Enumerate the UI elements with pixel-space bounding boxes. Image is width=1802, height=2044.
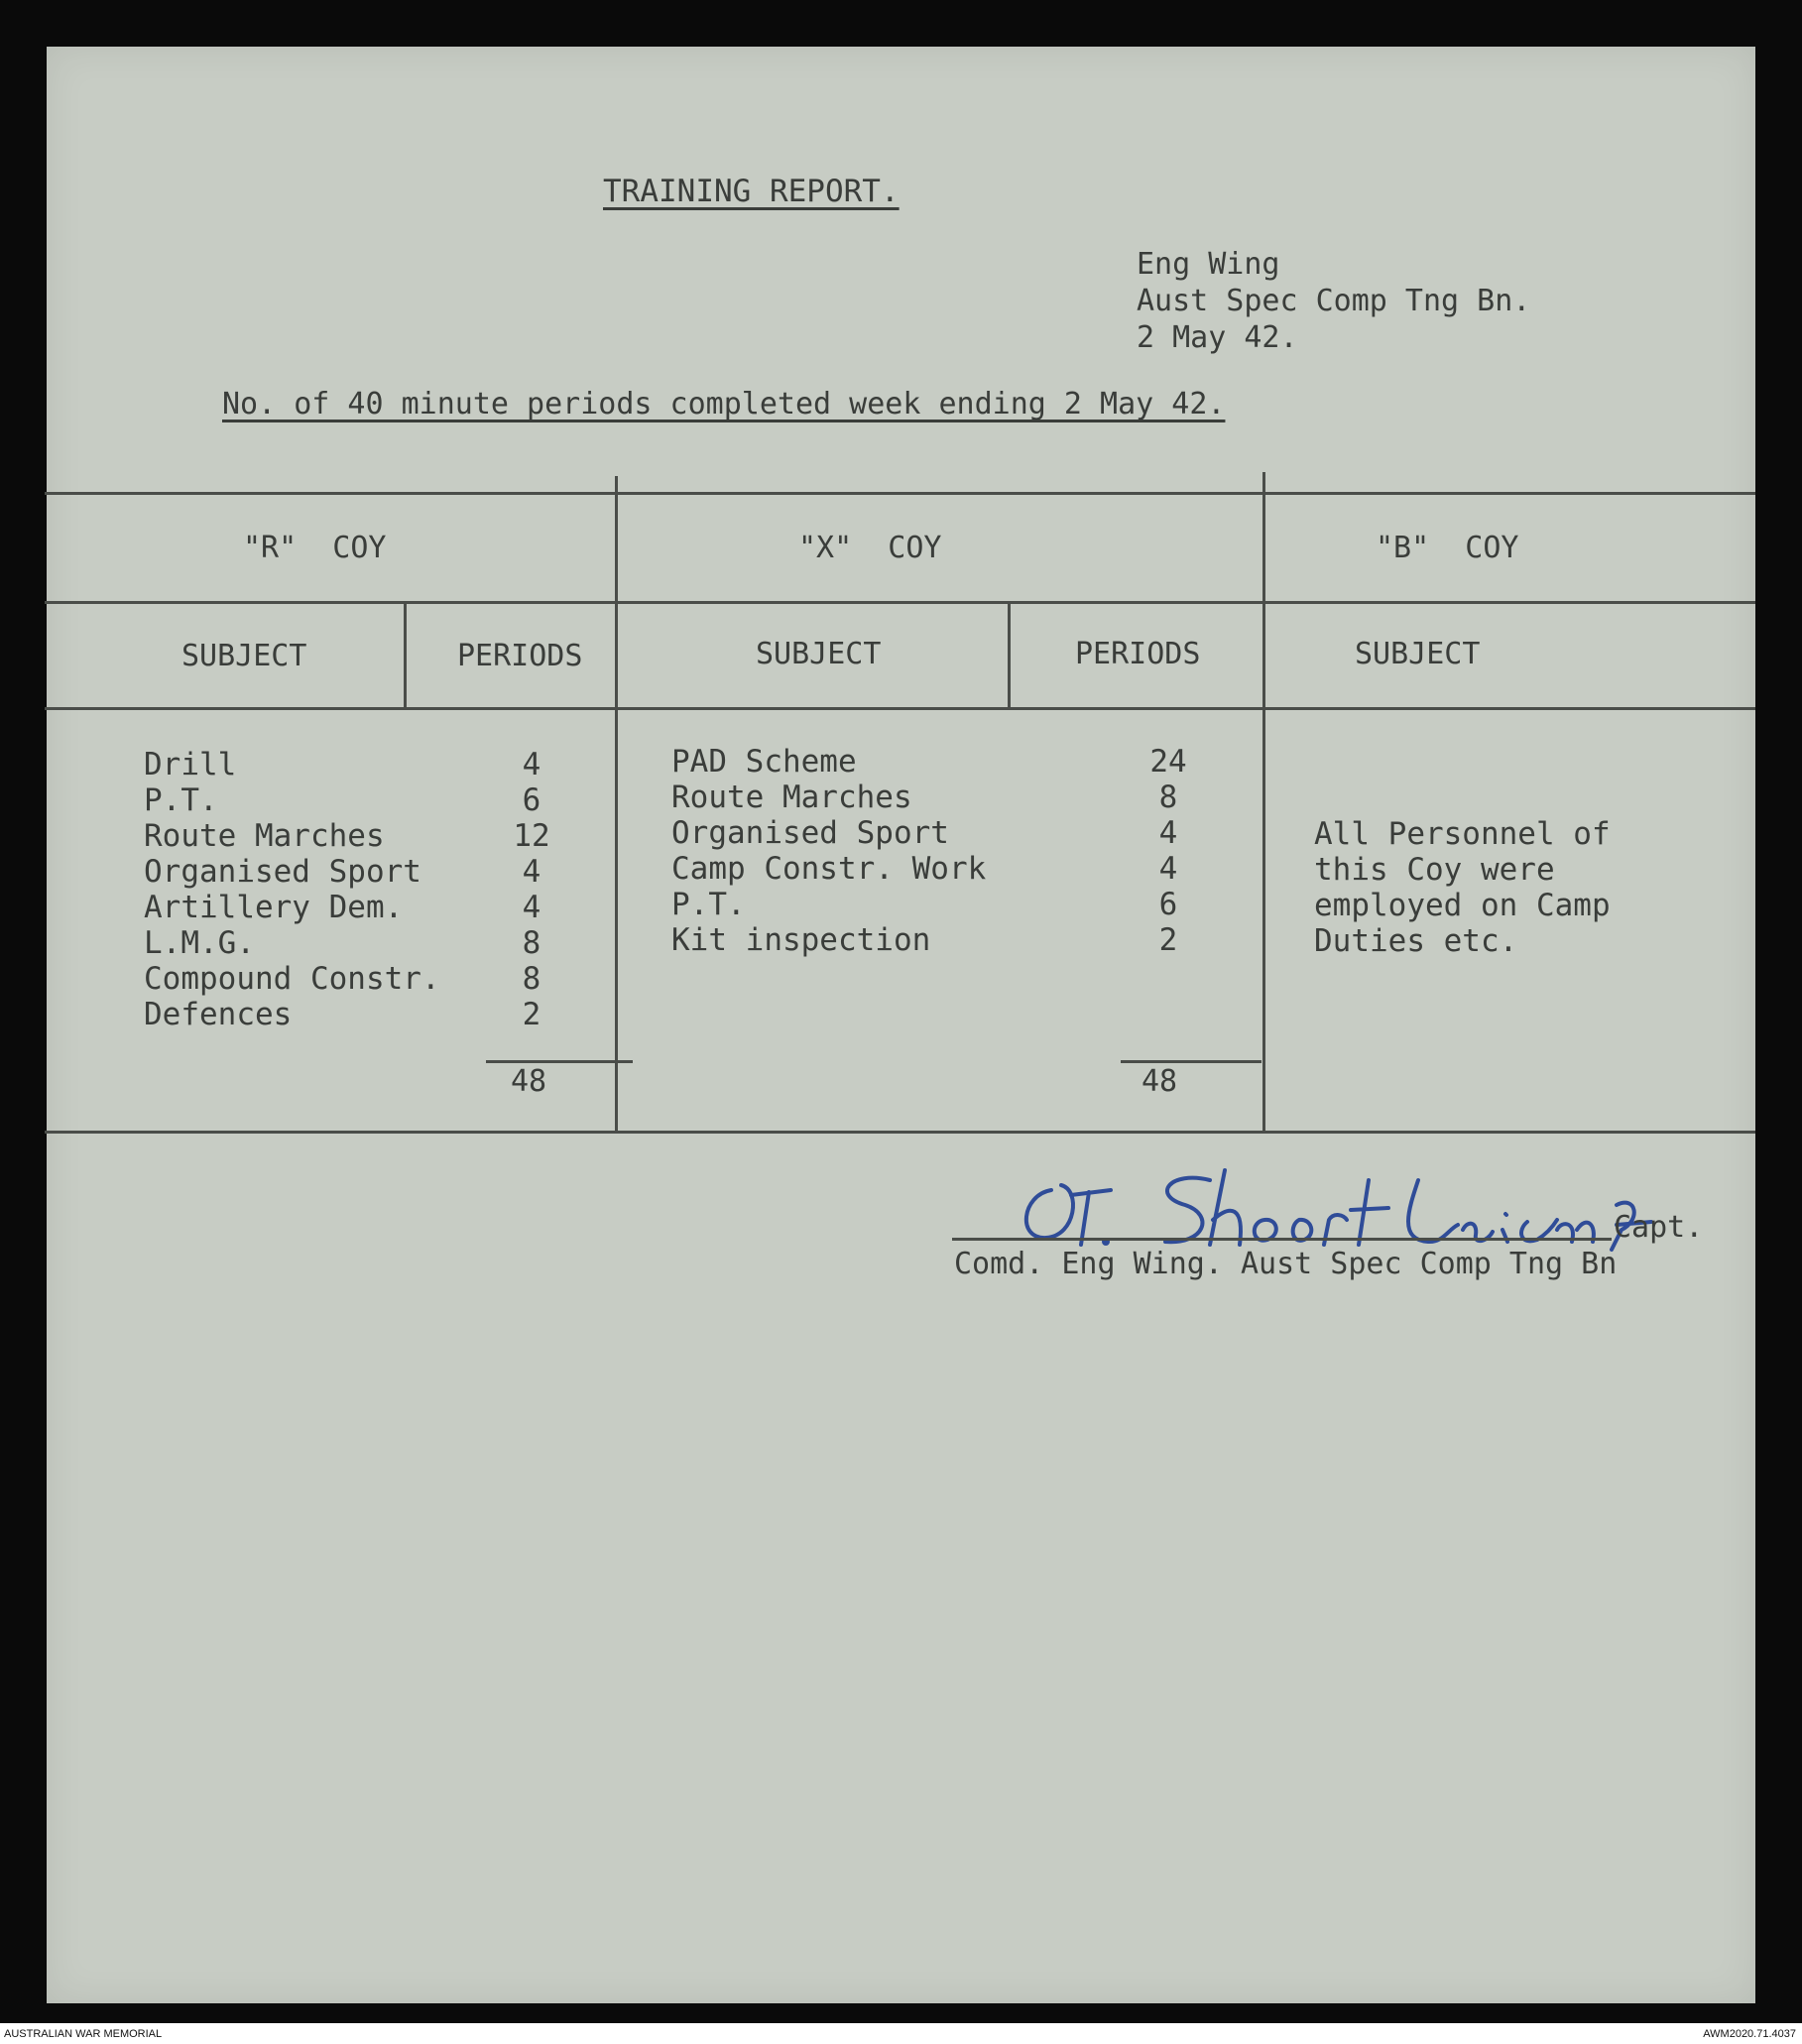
table-bottom-rule	[45, 1131, 1755, 1134]
list-item: 8	[522, 925, 541, 961]
list-item: Defences	[144, 997, 293, 1032]
list-item: Camp Constr. Work	[671, 851, 987, 887]
r-subject-periods-divider	[404, 601, 407, 708]
list-item: Route Marches	[671, 780, 912, 815]
archive-footer	[0, 2023, 1802, 2044]
b-subject-header: SUBJECT	[1355, 637, 1481, 671]
list-item: 2	[522, 997, 541, 1032]
company-header-b: "B" COY	[1376, 531, 1519, 565]
list-item: 8	[522, 961, 541, 997]
table-top-rule	[45, 492, 1755, 495]
x-subject-header: SUBJECT	[756, 637, 882, 671]
x-coy-total-rule	[1121, 1060, 1261, 1063]
r-coy-total-rule	[486, 1060, 633, 1063]
table-company-rule	[45, 601, 1755, 604]
list-item: All Personnel of	[1314, 816, 1611, 852]
list-item: Drill	[144, 747, 237, 782]
list-item: 4	[1158, 851, 1178, 887]
r-coy-total: 48	[511, 1064, 547, 1099]
list-item: P.T.	[671, 887, 746, 922]
list-item: 4	[522, 747, 541, 782]
list-item: 12	[513, 818, 550, 854]
list-item: 4	[1158, 815, 1178, 851]
list-item: employed on Camp	[1314, 888, 1611, 923]
list-item: 6	[1158, 887, 1178, 922]
header-battalion: Aust Spec Comp Tng Bn.	[1137, 284, 1531, 318]
list-item: Route Marches	[144, 818, 385, 854]
header-unit: Eng Wing	[1137, 247, 1280, 282]
list-item: 6	[522, 782, 541, 818]
table-header-rule	[45, 707, 1755, 710]
r-coy-subject-list	[144, 747, 440, 1032]
list-item: this Coy were	[1314, 852, 1555, 888]
list-item: P.T.	[144, 782, 218, 818]
x-subject-periods-divider	[1008, 601, 1011, 708]
footer-right-label: AWM2020.71.4037	[1703, 2028, 1796, 2040]
report-subtitle: No. of 40 minute periods completed week ending 2 May 42.	[222, 387, 1226, 421]
handwritten-signature	[1002, 1150, 1676, 1260]
list-item: 4	[522, 854, 541, 890]
company-header-r: "R" COY	[243, 531, 387, 565]
list-item: Organised Sport	[144, 854, 421, 890]
header-date: 2 May 42.	[1137, 320, 1298, 355]
r-periods-header: PERIODS	[457, 639, 583, 673]
x-coy-subject-list	[671, 744, 986, 958]
signature-line	[952, 1238, 1612, 1241]
list-item: Duties etc.	[1314, 923, 1518, 959]
r-subject-header: SUBJECT	[181, 639, 307, 673]
signature-rank: Capt.	[1614, 1210, 1704, 1245]
list-item: 4	[522, 890, 541, 925]
list-item: Kit inspection	[671, 922, 931, 958]
table-divider-x-b	[1262, 472, 1265, 1133]
x-coy-total: 48	[1141, 1064, 1178, 1099]
x-coy-periods-list	[1129, 744, 1208, 958]
r-coy-periods-list	[492, 747, 571, 1032]
signature-title: Comd. Eng Wing. Aust Spec Comp Tng Bn	[954, 1247, 1618, 1281]
list-item: 8	[1158, 780, 1178, 815]
list-item: Artillery Dem.	[144, 890, 404, 925]
list-item: 24	[1149, 744, 1187, 780]
list-item: Organised Sport	[671, 815, 949, 851]
table-divider-r-x	[615, 476, 618, 1133]
footer-left-label: AUSTRALIAN WAR MEMORIAL	[4, 2028, 163, 2040]
company-header-x: "X" COY	[798, 531, 942, 565]
b-coy-note	[1314, 816, 1611, 959]
list-item: L.M.G.	[144, 925, 255, 961]
list-item: 2	[1158, 922, 1178, 958]
list-item: PAD Scheme	[671, 744, 857, 780]
document-title: TRAINING REPORT.	[603, 174, 900, 209]
x-periods-header: PERIODS	[1075, 637, 1201, 671]
list-item: Compound Constr.	[144, 961, 440, 997]
